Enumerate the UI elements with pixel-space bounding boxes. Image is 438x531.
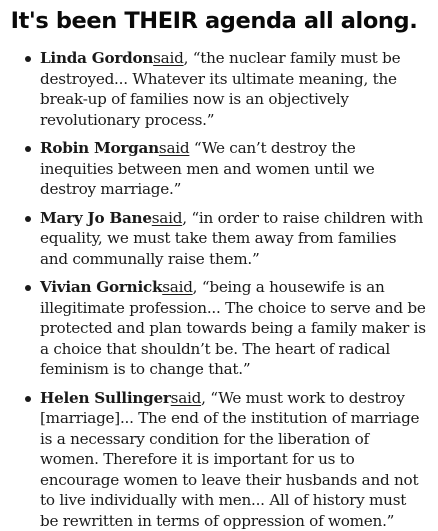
bullet-icon <box>25 285 31 291</box>
bullet-icon <box>25 56 31 62</box>
quote-text: , “being a housewife is an illegitimate profession... The choice to serve and be protected and plan towards being a family maker is a choice that shouldn’t be. The heart of radical feminism is to change that.” <box>40 278 426 378</box>
said-link[interactable]: said <box>162 278 192 296</box>
quote-item-robin-morgan <box>0 138 428 200</box>
quote-author: Robin Morgan <box>40 139 159 157</box>
bullet-icon <box>25 146 31 152</box>
bullet-icon <box>25 216 31 222</box>
quote-text: , “in order to raise children with equality, we must take them away from families and communally raise them.” <box>40 209 423 268</box>
quote-item-mary-jo-bane <box>0 208 428 270</box>
quote-author: Linda Gordon <box>40 49 153 67</box>
quote-author: Mary Jo Bane <box>40 209 152 227</box>
said-link[interactable]: said <box>171 389 201 407</box>
headline: It's been THEIR agenda all along. <box>0 6 428 36</box>
quote-text: , “the nuclear family must be destroyed... Whatever its ultimate meaning, the break-up of families now is an objectively revolutionary process.” <box>40 49 400 129</box>
said-link[interactable]: said <box>153 49 183 67</box>
bullet-icon <box>25 396 31 402</box>
quote-text: “We can’t destroy the inequities between men and women until we destroy marriage.” <box>40 139 374 198</box>
quote-item-vivian-gornick <box>0 277 428 380</box>
quote-item-linda-gordon <box>0 48 428 130</box>
quote-text: , “We must work to destroy [marriage]... The end of the institution of marriage is a necessary condition for the liberation of women. Therefore it is important for us to encourage women to leave their husbands and not to live individually with men... All of history must be rewritten in terms of oppression of women.” <box>40 389 419 530</box>
quote-item-helen-sullinger <box>0 388 428 531</box>
quote-author: Helen Sullinger <box>40 389 171 407</box>
quote-author: Vivian Gornick <box>40 278 162 296</box>
said-link[interactable]: said <box>159 139 189 157</box>
said-link[interactable]: said <box>152 209 182 227</box>
quote-list <box>0 48 428 531</box>
